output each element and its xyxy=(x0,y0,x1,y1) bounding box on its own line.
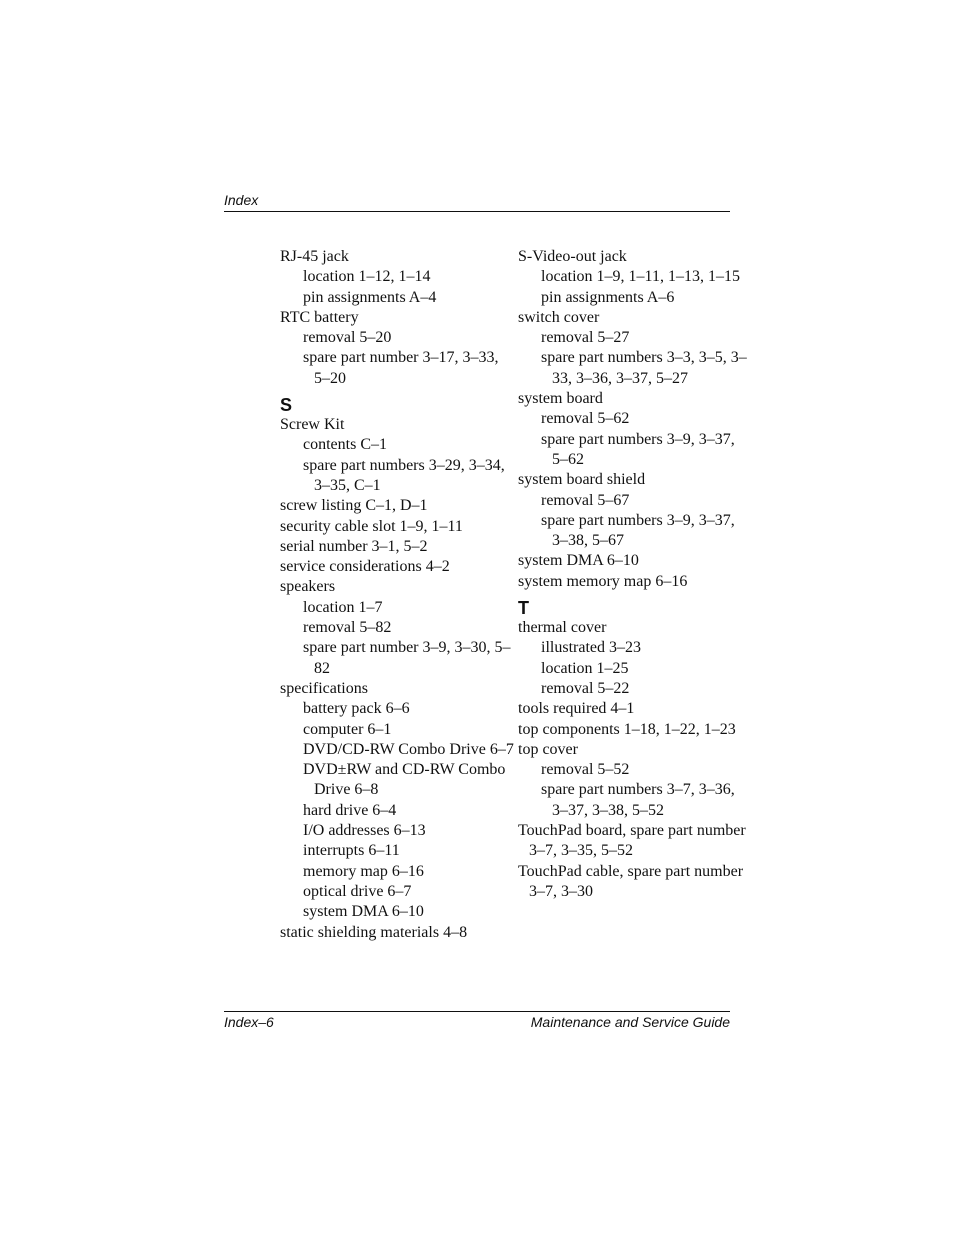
index-entry: TouchPad board, spare part number 3–7, 3–35, 5–52 xyxy=(518,822,746,860)
index-subentry: removal 5–27 xyxy=(541,329,630,347)
index-subentry: optical drive 6–7 xyxy=(303,882,412,900)
index-subentry: DVD/CD-RW Combo Drive 6–7 xyxy=(303,740,514,758)
index-subentry: computer 6–1 xyxy=(303,720,392,738)
index-entry: speakers xyxy=(280,578,336,596)
index-subentry: location 1–25 xyxy=(541,659,629,677)
index-entry: Screw Kit xyxy=(280,416,345,434)
index-entry: top components 1–18, 1–22, 1–23 xyxy=(518,720,736,738)
index-entry: service considerations 4–2 xyxy=(280,558,450,576)
index-entry: system DMA 6–10 xyxy=(518,552,639,570)
index-subentry: removal 5–52 xyxy=(541,761,630,779)
index-subentry: interrupts 6–11 xyxy=(303,842,400,860)
index-subentry: system DMA 6–10 xyxy=(303,903,424,921)
book-title: Maintenance and Service Guide xyxy=(530,1014,730,1030)
index-entry: thermal cover xyxy=(518,619,607,637)
index-subentry: spare part numbers 3–9, 3–37, 3–38, 5–67 xyxy=(541,511,735,550)
index-subentry: location 1–12, 1–14 xyxy=(303,268,431,286)
index-entry: specifications xyxy=(280,679,368,697)
index-subentry: I/O addresses 6–13 xyxy=(303,822,426,840)
index-subentry: memory map 6–16 xyxy=(303,862,424,880)
index-entry: switch cover xyxy=(518,308,600,326)
index-subentry: removal 5–82 xyxy=(303,619,392,637)
index-subentry: illustrated 3–23 xyxy=(541,639,641,657)
page-number: Index–6 xyxy=(224,1014,274,1030)
running-header: Index xyxy=(224,192,259,208)
index-subentry: removal 5–20 xyxy=(303,329,392,347)
index-subentry: pin assignments A–6 xyxy=(541,288,675,306)
index-entry: TouchPad cable, spare part number 3–7, 3–30 xyxy=(518,862,744,900)
index-subentry: removal 5–22 xyxy=(541,679,630,697)
index-subentry: contents C–1 xyxy=(303,436,387,454)
index-entry: serial number 3–1, 5–2 xyxy=(280,537,428,555)
index-subentry: removal 5–67 xyxy=(541,491,630,509)
index-subentry: spare part number 3–9, 3–30, 5–82 xyxy=(303,639,511,677)
index-entry: system memory map 6–16 xyxy=(518,572,688,590)
index-entry: S-Video-out jack xyxy=(518,248,627,265)
index-subentry: location 1–7 xyxy=(303,598,383,616)
index-subentry: spare part numbers 3–3, 3–5, 3–33, 3–36, 3–37, 5–27 xyxy=(541,349,747,387)
index-entry: top cover xyxy=(518,740,578,758)
index-letter-heading: S xyxy=(280,395,293,416)
index-entry: system board xyxy=(518,390,603,408)
header-rule xyxy=(224,211,730,212)
index-letter-heading: T xyxy=(518,598,529,619)
index-entry: RJ-45 jack xyxy=(280,248,349,265)
index-subentry: battery pack 6–6 xyxy=(303,700,410,718)
index-subentry: hard drive 6–4 xyxy=(303,801,397,819)
index-entry: RTC battery xyxy=(280,308,359,326)
index-entry: tools required 4–1 xyxy=(518,700,635,718)
index-subentry: spare part number 3–17, 3–33, 5–20 xyxy=(303,349,499,387)
index-column-left xyxy=(280,247,515,943)
index-subentry: spare part numbers 3–9, 3–37, 5–62 xyxy=(541,430,735,468)
index-subentry: DVD±RW and CD-RW Combo Drive 6–8 xyxy=(303,761,506,799)
index-entry: system board shield xyxy=(518,471,646,489)
index-subentry: pin assignments A–4 xyxy=(303,288,437,306)
index-subentry: location 1–9, 1–11, 1–13, 1–15 xyxy=(541,268,740,286)
index-entry: screw listing C–1, D–1 xyxy=(280,497,428,515)
index-subentry: removal 5–62 xyxy=(541,410,630,428)
index-entry: security cable slot 1–9, 1–11 xyxy=(280,517,463,535)
index-subentry: spare part numbers 3–7, 3–36, 3–37, 3–38, 5–52 xyxy=(541,781,735,819)
index-column-right xyxy=(518,247,753,902)
index-subentry: spare part numbers 3–29, 3–34, 3–35, C–1 xyxy=(303,456,505,494)
index-entry: static shielding materials 4–8 xyxy=(280,923,468,941)
